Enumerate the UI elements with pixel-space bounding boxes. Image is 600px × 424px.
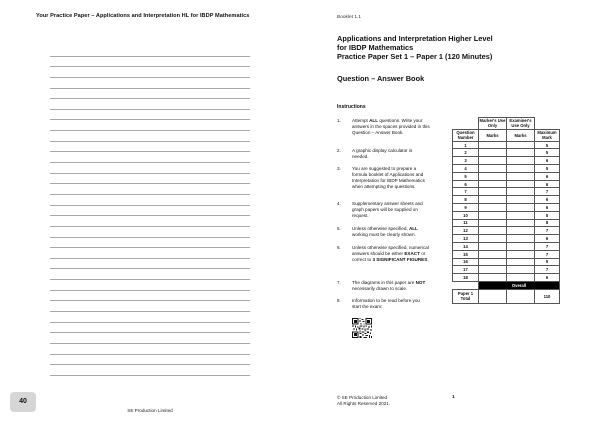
question-number: 3 — [453, 157, 479, 165]
instruction-emphasis: EXACT — [404, 251, 420, 256]
answer-line[interactable] — [50, 78, 250, 89]
maximum-mark: 5 — [535, 211, 560, 219]
table-row — [453, 165, 560, 173]
instruction-number: 5. — [337, 226, 341, 231]
examiner-marks-cell[interactable] — [507, 180, 535, 188]
table-row — [453, 188, 560, 196]
maximum-mark: 6 — [535, 204, 560, 212]
examiner-marks-cell[interactable] — [507, 141, 535, 149]
examiner-marks-cell[interactable] — [507, 196, 535, 204]
marker-marks-cell[interactable] — [479, 250, 507, 258]
answer-line[interactable] — [50, 120, 250, 131]
marker-marks-cell[interactable] — [479, 258, 507, 266]
answer-line[interactable] — [50, 365, 250, 376]
answer-line[interactable] — [50, 216, 250, 227]
question-number: 5 — [453, 172, 479, 180]
instruction-text — [352, 166, 430, 190]
overall-header: Overall — [479, 281, 560, 289]
marks-header: Marks — [479, 129, 507, 141]
question-number: 12 — [453, 227, 479, 235]
total-marker-cell[interactable] — [479, 289, 507, 303]
instruction-text — [352, 201, 430, 219]
maximum-mark: 6 — [535, 180, 560, 188]
question-number: 16 — [453, 258, 479, 266]
maximum-mark: 5 — [535, 149, 560, 157]
total-maximum: 110 — [535, 289, 560, 303]
examiner-marks-cell[interactable] — [507, 227, 535, 235]
marker-marks-cell[interactable] — [479, 274, 507, 282]
question-number: 17 — [453, 266, 479, 274]
instruction-text — [352, 245, 430, 263]
maximum-mark: 5 — [535, 258, 560, 266]
answer-line[interactable] — [50, 238, 250, 249]
instruction-number: 4. — [337, 201, 341, 206]
maximum-mark: 5 — [535, 165, 560, 173]
answer-line[interactable] — [50, 131, 250, 142]
table-row — [453, 258, 560, 266]
maximum-mark: 7 — [535, 227, 560, 235]
instructions-heading: Instructions — [337, 104, 366, 110]
question-number-header: Question Number — [453, 129, 479, 141]
examiner-marks-cell[interactable] — [507, 258, 535, 266]
publisher-footer: SE Production Limited — [127, 408, 173, 413]
answer-line[interactable] — [50, 195, 250, 206]
table-row — [453, 235, 560, 243]
maximum-mark: 7 — [535, 250, 560, 258]
table-row — [453, 211, 560, 219]
marker-marks-cell[interactable] — [479, 165, 507, 173]
table-row — [453, 204, 560, 212]
instruction-emphasis: ALL — [408, 226, 418, 231]
answer-line[interactable] — [50, 227, 250, 238]
maximum-mark: 5 — [535, 141, 560, 149]
examiners-use-header: Examiner's Use Only — [507, 118, 535, 130]
instruction-fragment: necessarily drawn to scale. — [352, 286, 408, 291]
right-page — [300, 0, 600, 424]
table-row — [453, 274, 560, 282]
question-number: 15 — [453, 250, 479, 258]
instruction-text — [352, 298, 430, 310]
answer-line[interactable] — [50, 99, 250, 110]
answer-line[interactable] — [50, 333, 250, 344]
examiner-marks-cell[interactable] — [507, 235, 535, 243]
answer-line[interactable] — [50, 355, 250, 366]
table-row — [453, 180, 560, 188]
question-number: 10 — [453, 211, 479, 219]
question-number: 2 — [453, 149, 479, 157]
answer-line[interactable] — [50, 323, 250, 334]
instruction-number: 3. — [337, 166, 341, 171]
examiner-marks-cell[interactable] — [507, 172, 535, 180]
table-row — [453, 266, 560, 274]
question-number: 6 — [453, 180, 479, 188]
page-number-badge: 40 — [10, 392, 36, 412]
answer-line[interactable] — [50, 248, 250, 259]
examiner-marks-cell[interactable] — [507, 165, 535, 173]
answer-line[interactable] — [50, 57, 250, 68]
marker-marks-cell[interactable] — [479, 219, 507, 227]
answer-line[interactable] — [50, 142, 250, 153]
instruction-text — [352, 280, 430, 292]
question-number: 8 — [453, 196, 479, 204]
instruction-emphasis: NOT — [415, 280, 426, 285]
maximum-mark: 8 — [535, 219, 560, 227]
marks-table — [452, 117, 560, 304]
question-number: 13 — [453, 235, 479, 243]
maximum-mark-header: Maximum Mark — [535, 129, 560, 141]
answer-line[interactable] — [50, 152, 250, 163]
table-row — [453, 172, 560, 180]
examiner-marks-cell[interactable] — [507, 274, 535, 282]
table-row — [453, 242, 560, 250]
marker-marks-cell[interactable] — [479, 242, 507, 250]
answer-line[interactable] — [50, 174, 250, 185]
instruction-fragment: The diagrams in this paper are — [352, 280, 416, 285]
instruction-number: 7. — [337, 280, 341, 285]
marker-marks-cell[interactable] — [479, 266, 507, 274]
answer-line[interactable] — [50, 110, 250, 121]
answer-line[interactable] — [50, 269, 250, 280]
question-number: 4 — [453, 165, 479, 173]
copyright-line: All Rights Reserved 2021. — [337, 401, 391, 407]
instruction-text — [352, 226, 430, 238]
examiner-marks-cell[interactable] — [507, 157, 535, 165]
marker-marks-cell[interactable] — [479, 211, 507, 219]
instruction-number: 2. — [337, 148, 341, 153]
title-line: Practice Paper Set 1 – Paper 1 (120 Minutes) — [337, 52, 493, 62]
marker-marks-cell[interactable] — [479, 149, 507, 157]
maximum-mark: 7 — [535, 188, 560, 196]
answer-line[interactable] — [50, 312, 250, 323]
instruction-emphasis: ALL — [369, 118, 379, 123]
blank-cell — [453, 281, 479, 289]
blank-corner — [453, 118, 479, 130]
answer-line[interactable] — [50, 280, 250, 291]
instruction-text — [352, 118, 430, 136]
marker-marks-cell[interactable] — [479, 227, 507, 235]
instruction-fragment: Unless otherwise specified, numerical answers should be either — [352, 245, 429, 256]
examiner-marks-cell[interactable] — [507, 250, 535, 258]
examiner-marks-cell[interactable] — [507, 219, 535, 227]
answer-line[interactable] — [50, 344, 250, 355]
maximum-mark: 6 — [535, 157, 560, 165]
copyright — [337, 395, 390, 407]
instruction-number: 1. — [337, 118, 341, 123]
answer-line[interactable] — [50, 301, 250, 312]
marker-marks-cell[interactable] — [479, 180, 507, 188]
examiner-marks-cell[interactable] — [507, 149, 535, 157]
instruction-emphasis: 3 SIGNIFICANT FIGURES — [372, 257, 428, 262]
answer-line[interactable] — [50, 291, 250, 302]
marker-marks-cell[interactable] — [479, 172, 507, 180]
maximum-mark: 6 — [535, 196, 560, 204]
markers-use-header: Marker's Use Only — [479, 118, 506, 129]
marker-marks-cell[interactable] — [479, 188, 507, 196]
paper-total-label: Paper 1 Total — [453, 289, 479, 303]
maximum-mark: 6 — [535, 172, 560, 180]
table-row — [453, 141, 560, 149]
instruction-fragment: or correct to — [352, 251, 426, 262]
instruction-fragment: Supplementary answer sheets and graph papers will be supplied on request. — [352, 201, 423, 218]
instruction-number: 6. — [337, 245, 341, 250]
paper-title — [337, 34, 537, 62]
answer-lines[interactable] — [50, 46, 250, 376]
title-line: Applications and Interpretation Higher Level — [337, 34, 493, 43]
question-number: 18 — [453, 274, 479, 282]
examiner-marks-cell[interactable] — [507, 266, 535, 274]
booklet-label: Booklet 1.1 — [337, 15, 362, 20]
answer-line[interactable] — [50, 206, 250, 217]
instruction-fragment: Unless otherwise specified, — [352, 226, 409, 231]
answer-line[interactable] — [50, 46, 250, 57]
instruction-fragment: Information to be read before you start the exam: — [352, 298, 420, 309]
maximum-mark: 7 — [535, 266, 560, 274]
table-row — [453, 219, 560, 227]
copyright-line: © SE Production Limited — [337, 395, 388, 400]
examiner-marks-cell[interactable] — [507, 204, 535, 212]
answer-line[interactable] — [50, 184, 250, 195]
running-header: Your Practice Paper – Applications and Interpretation HL for IBDP Mathematics — [36, 13, 250, 19]
instruction-fragment: . — [427, 257, 429, 262]
book-subtitle: Question – Answer Book — [337, 74, 425, 83]
answer-line[interactable] — [50, 67, 250, 78]
instruction-fragment: Attempt — [352, 118, 370, 123]
instruction-text — [352, 148, 430, 160]
question-number: 1 — [453, 141, 479, 149]
blank-corner — [535, 118, 560, 130]
instruction-fragment: questions. Write your answers in the spaces provided in this Question – Answer Book. — [352, 118, 430, 135]
page-number: 1 — [452, 395, 455, 400]
table-row — [453, 250, 560, 258]
marker-marks-cell[interactable] — [479, 196, 507, 204]
marker-marks-cell[interactable] — [479, 204, 507, 212]
marker-marks-cell[interactable] — [479, 141, 507, 149]
table-row — [453, 196, 560, 204]
total-examiner-cell[interactable] — [507, 289, 535, 303]
marker-marks-cell[interactable] — [479, 157, 507, 165]
instruction-number: 8. — [337, 298, 341, 303]
maximum-mark: 6 — [535, 274, 560, 282]
table-row — [453, 227, 560, 235]
answer-line[interactable] — [50, 259, 250, 270]
instruction-fragment: You are suggested to prepare a formula booklet of Applications and Interpretation for IBDP Mathematics when attempting the questions. — [352, 166, 425, 189]
instruction-fragment: working must be clearly shown. — [352, 232, 416, 237]
qr-code-icon[interactable] — [352, 318, 372, 338]
instruction-fragment: A graphic display calculator is needed. — [352, 148, 413, 159]
title-line: for IBDP Mathematics — [337, 43, 414, 53]
marks-header: Marks — [507, 129, 535, 141]
examiner-marks-cell[interactable] — [507, 211, 535, 219]
table-row — [453, 149, 560, 157]
question-number: 14 — [453, 242, 479, 250]
maximum-mark: 7 — [535, 242, 560, 250]
maximum-mark: 6 — [535, 235, 560, 243]
examiner-marks-cell[interactable] — [507, 242, 535, 250]
examiner-marks-cell[interactable] — [507, 188, 535, 196]
marker-marks-cell[interactable] — [479, 235, 507, 243]
answer-line[interactable] — [50, 163, 250, 174]
question-number: 9 — [453, 204, 479, 212]
answer-line[interactable] — [50, 89, 250, 100]
table-row — [453, 157, 560, 165]
question-number: 7 — [453, 188, 479, 196]
question-number: 11 — [453, 219, 479, 227]
